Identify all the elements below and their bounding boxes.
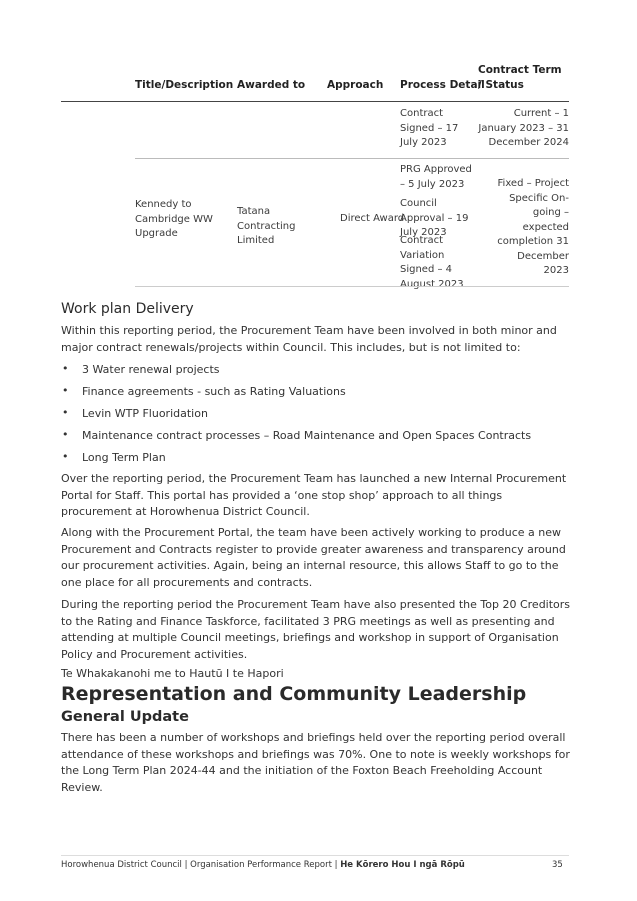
section-title: Representation and Community Leadership xyxy=(61,683,527,705)
row1-status: Current – 1 January 2023 – 31 December 2024 xyxy=(478,108,569,148)
footer-section-name: He Kōrero Hou I ngā Rōpū xyxy=(340,860,465,870)
workplan-para1: Over the reporting period, the Procurement Team has launched a new Internal Procurement Portal for Staff. This portal has provided a ‘one stop shop’ approach to all things procurement at Horowhenua District Council. xyxy=(61,472,567,518)
bullet-item: Levin WTP Fluoridation xyxy=(82,407,208,420)
col-header-approach: Approach xyxy=(327,79,384,91)
footer-rule xyxy=(61,855,569,856)
workplan-para3: During the reporting period the Procurement Team have also presented the Top 20 Creditors to the Rating and Finance Taskforce, facilitated 3 PRG meetings as well as presenting and attending at multiple Council meetings, briefings and workshop in support of Organisation Policy and Procurement activities. xyxy=(61,598,571,661)
col-header-status: Contract Term / Status xyxy=(478,64,562,91)
footer-left: Horowhenua District Council | Organisation Performance Report | xyxy=(61,860,341,870)
row2-awarded-to: Tatana Contracting Limited xyxy=(237,206,296,246)
bullet-item: Long Term Plan xyxy=(82,451,166,464)
row1-process-detail: Contract Signed – 17 July 2023 xyxy=(400,108,459,148)
row2-process-prg: PRG Approved – 5 July 2023 xyxy=(400,164,472,190)
bullet-item: Finance agreements - such as Rating Valuations xyxy=(82,385,346,398)
bullet-item: Maintenance contract processes – Road Maintenance and Open Spaces Contracts xyxy=(82,429,532,442)
bullet-dot: • xyxy=(62,406,69,419)
workplan-intro: Within this reporting period, the Procurement Team have been involved in both minor and major contract renewals/projects within Council. This includes, but is not limited to: xyxy=(61,324,557,354)
footer-text xyxy=(61,860,465,870)
row-divider xyxy=(135,158,569,159)
workplan-para2: Along with the Procurement Portal, the team have been actively working to produce a new Procurement and Contracts register to provide greater awareness and transparency around our procurement activities. Again, being an internal resource, this allows Staff to go to the one place for all procurements and contracts. xyxy=(61,526,566,589)
col-header-title: Title/Description xyxy=(135,79,234,91)
bullet-dot: • xyxy=(62,362,69,375)
bullet-dot: • xyxy=(62,428,69,441)
col-header-awarded: Awarded to xyxy=(237,79,306,91)
col-header-process: Process Detail xyxy=(400,79,485,91)
maori-section-title: Te Whakakanohi me to Hautū I te Hapori xyxy=(61,667,284,680)
page-number: 35 xyxy=(552,860,563,870)
table-header-rule xyxy=(61,101,569,102)
row2-status: Fixed – Project Specific On-going – expected completion 31 December 2023 xyxy=(497,178,569,276)
table-bottom-rule xyxy=(135,286,569,287)
row2-approach: Direct Award xyxy=(340,213,405,224)
workplan-heading: Work plan Delivery xyxy=(61,301,194,317)
bullet-dot: • xyxy=(62,450,69,463)
section-subtitle: General Update xyxy=(61,709,189,725)
row2-title: Kennedy to Cambridge WW Upgrade xyxy=(135,199,213,239)
bullet-dot: • xyxy=(62,384,69,397)
row2-process-variation: Contract Variation Signed – 4 August 2023 xyxy=(400,235,464,290)
section-body: There has been a number of workshops and briefings held over the reporting period overall attendance of these workshops and briefings was 70%. One to note is weekly workshops for the Long Term Plan 2024-44 and the initiation of the Foxton Beach Freeholding Account Review. xyxy=(61,731,570,794)
bullet-item: 3 Water renewal projects xyxy=(82,363,220,376)
row2-process-council: Council Approval – 19 July 2023 xyxy=(400,198,469,238)
